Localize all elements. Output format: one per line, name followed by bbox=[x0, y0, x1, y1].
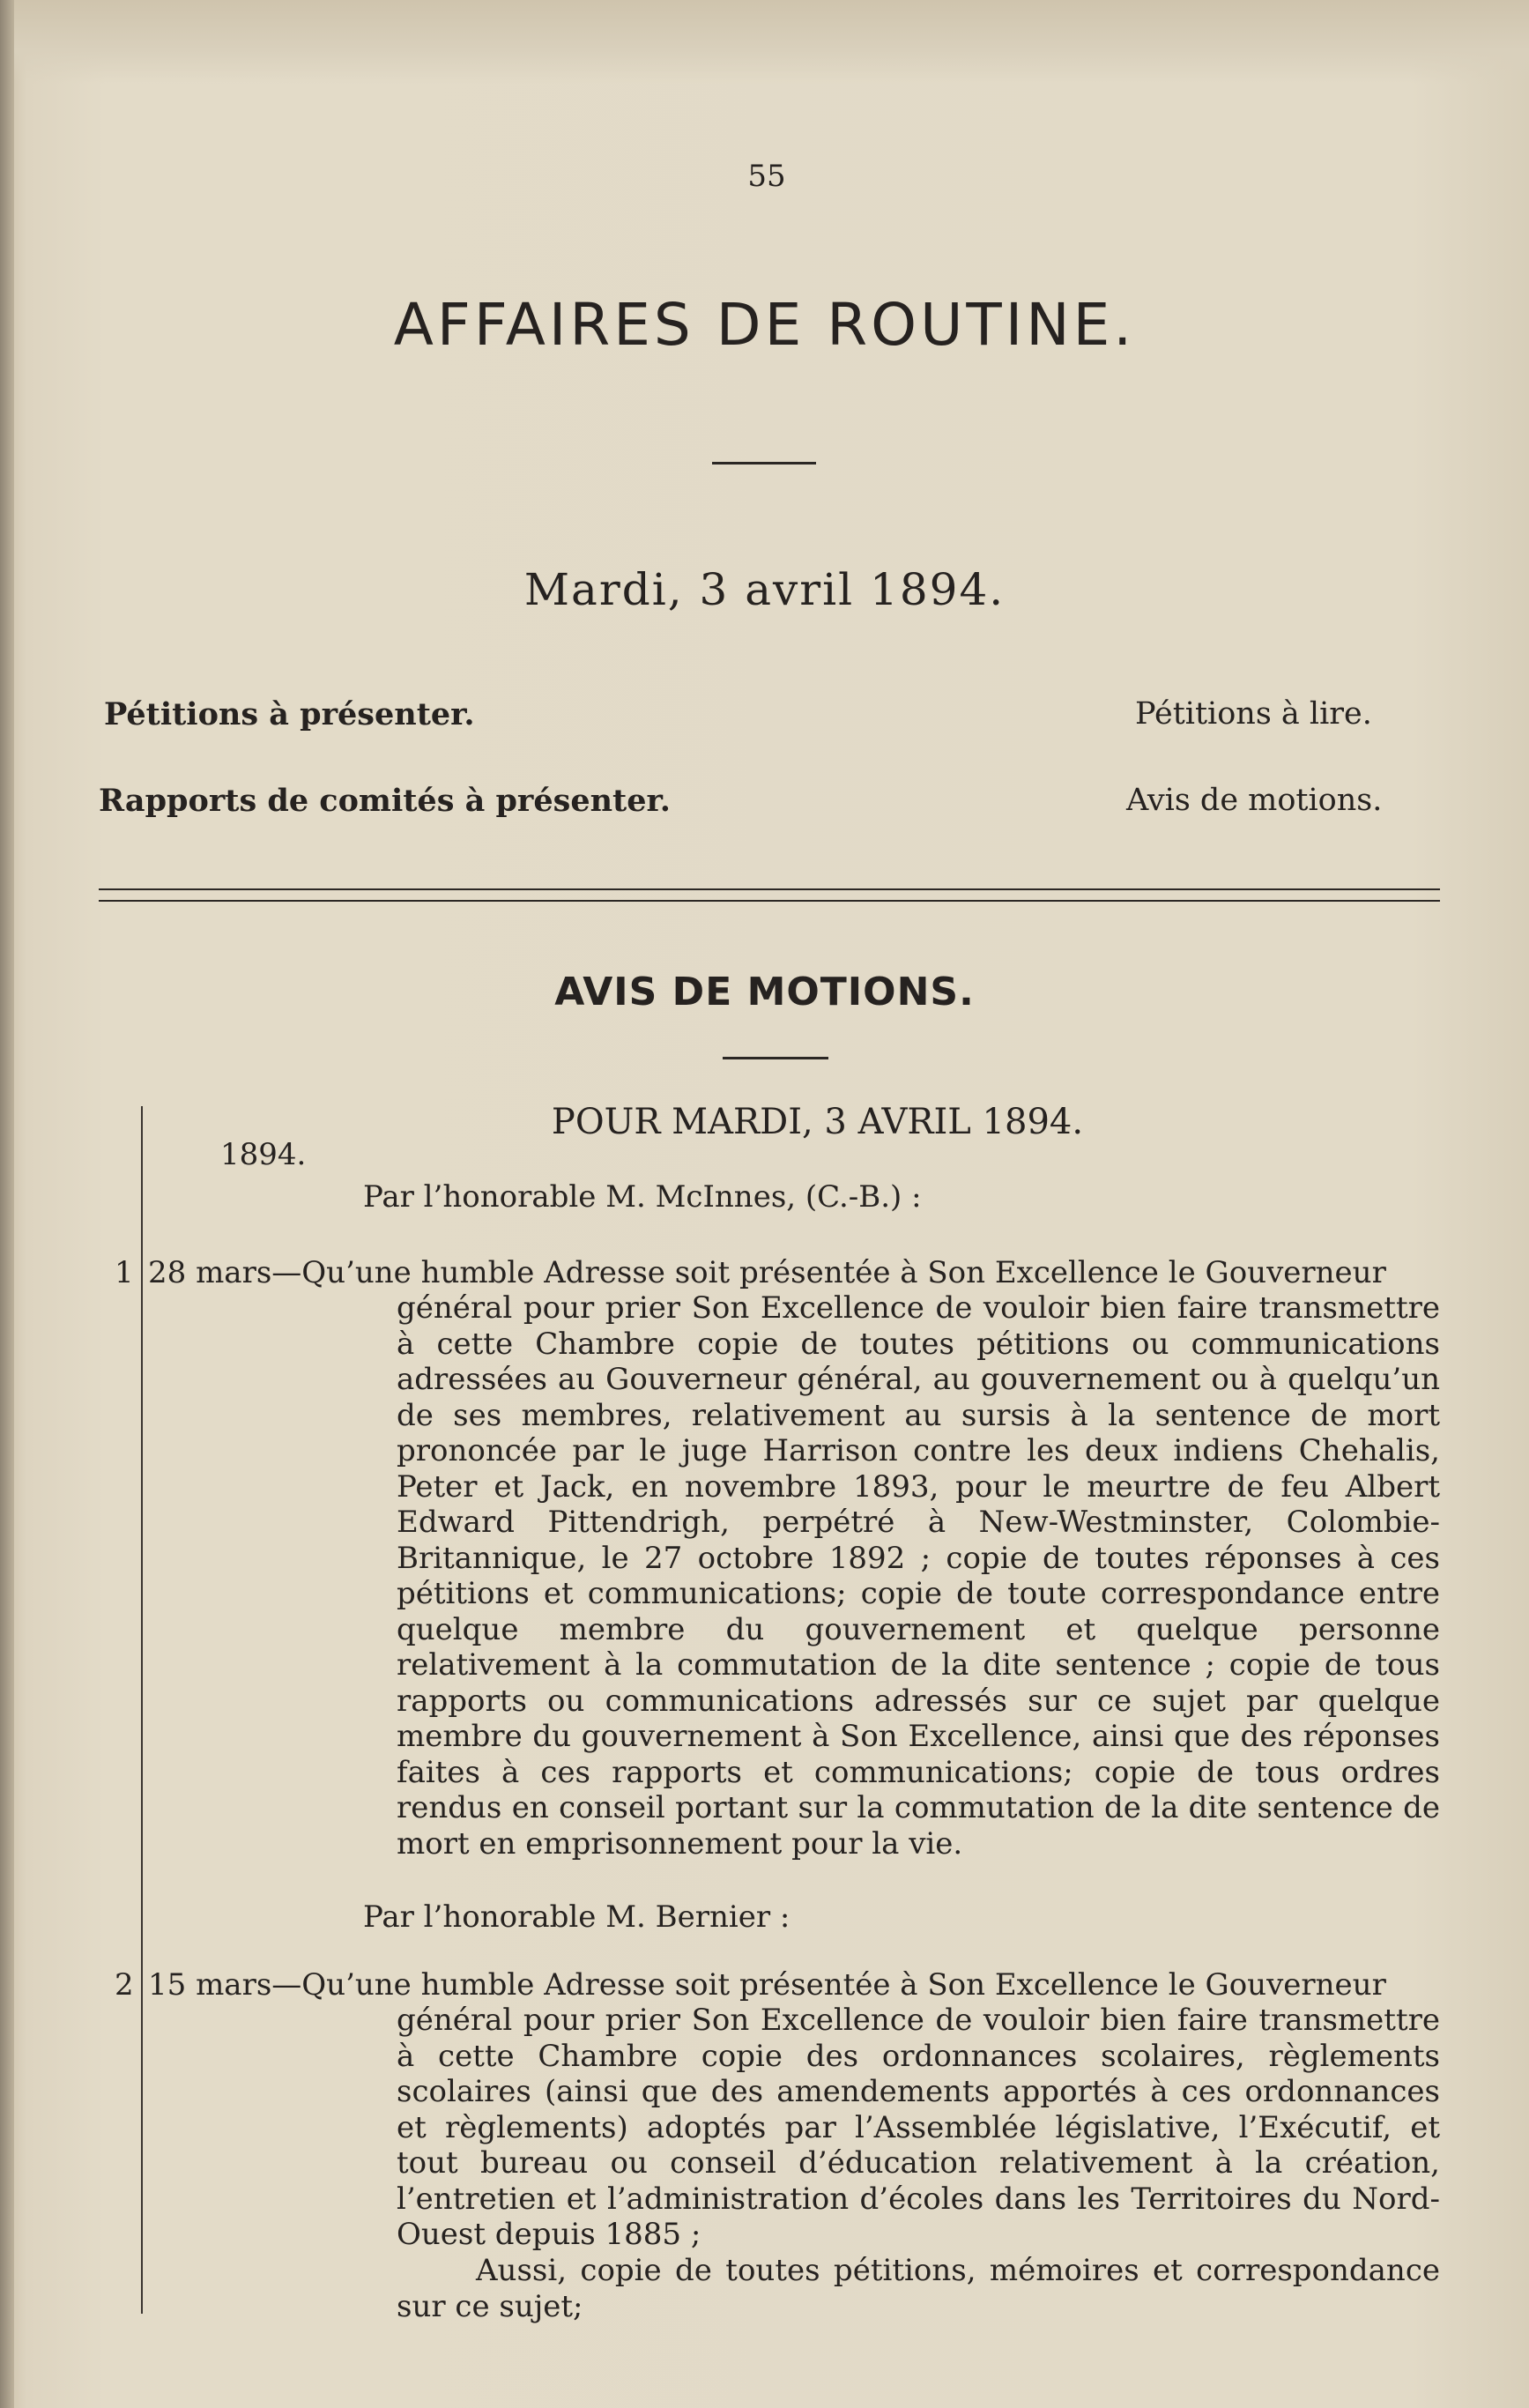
page-top-shadow bbox=[0, 0, 1529, 84]
motion-opening: Qu’une humble Adresse soit présentée à Son Excellence le Gouverneur bbox=[301, 1255, 1386, 1290]
motion-first-line bbox=[148, 1255, 1440, 1290]
routine-item-petitions-read: Pétitions à lire. bbox=[1135, 696, 1372, 732]
motion-sponsor: Par l’honorable M. Bernier : bbox=[363, 1899, 790, 1935]
motion-opening: Qu’une humble Adresse soit présentée à Son Excellence le Gouverneur bbox=[301, 1967, 1386, 2003]
title-rule bbox=[712, 462, 816, 465]
book-spine bbox=[0, 0, 14, 2408]
motion-sponsor: Par l’honorable M. McInnes, (C.-B.) : bbox=[363, 1179, 922, 1215]
margin-rule bbox=[141, 1106, 143, 2314]
motion-text: général pour prier Son Excellence de vouloir bien faire transmettre à cette Chambre copie de toutes pétitions ou communications adressées au Gouverneur général, au gouvernement ou à quelqu’un de ses membres, relativement au sursis à la sentence de mort prononcée par le juge Harrison contre les deux indiens Chehalis, Peter et Jack, en novembre 1893, pour le meurtre de feu Albert Edward Pittendrigh, perpétré à New-Westminster, Colombie-Britannique, le 27 octobre 1892 ; copie de toutes réponses à ces pétitions et communications; copie de toute correspondance entre quelque membre du gouvernement et quelque personne relativement à la commutation de la dite sentence ; copie de tous rapports ou communications adressés sur ce sujet par quelque membre du gouvernement à Son Excellence, ainsi que des réponses faites à ces rapports et communications; copie de tous ordres rendus en conseil portant sur la commutation de la dite sentence de mort en emprisonnement pour la vie. bbox=[397, 1290, 1440, 1862]
routine-item-petitions-present: Pétitions à présenter. bbox=[104, 696, 475, 732]
motion-first-line bbox=[148, 1967, 1440, 2003]
routine-item-committee-reports: Rapports de comités à présenter. bbox=[99, 783, 671, 819]
page-number: 55 bbox=[747, 159, 786, 194]
sub-title: POUR MARDI, 3 AVRIL 1894. bbox=[551, 1102, 1084, 1142]
year-label: 1894. bbox=[220, 1137, 307, 1172]
motion-text: général pour prier Son Excellence de vouloir bien faire transmettre à cette Chambre copie des ordonnances scolaires, règlements scolaires (ainsi que des amendements apportés à ces ordonnances et règlements) adoptés par l’Assemblée législative, l’Exécutif, et tout bureau ou conseil d’éducation relativement à la création, l’entretien et l’administration d’écoles dans les Territoires du Nord-Ouest depuis 1885 ; bbox=[397, 2003, 1440, 2252]
page-title: AFFAIRES DE ROUTINE. bbox=[393, 291, 1136, 359]
motion-number: 2 bbox=[115, 1967, 134, 2003]
routine-item-notices-of-motion: Avis de motions. bbox=[1126, 783, 1383, 818]
motion-date: 28 mars— bbox=[148, 1255, 302, 1290]
motion-date: 15 mars— bbox=[148, 1967, 302, 2003]
motion-number: 1 bbox=[115, 1255, 134, 1290]
section-rule bbox=[723, 1057, 828, 1059]
session-date: Mardi, 3 avril 1894. bbox=[523, 564, 1006, 615]
motion-text-continuation: Aussi, copie de toutes pétitions, mémoires et correspondance sur ce sujet; bbox=[397, 2253, 1440, 2324]
section-title: AVIS DE MOTIONS. bbox=[554, 970, 975, 1014]
double-rule bbox=[99, 888, 1440, 902]
